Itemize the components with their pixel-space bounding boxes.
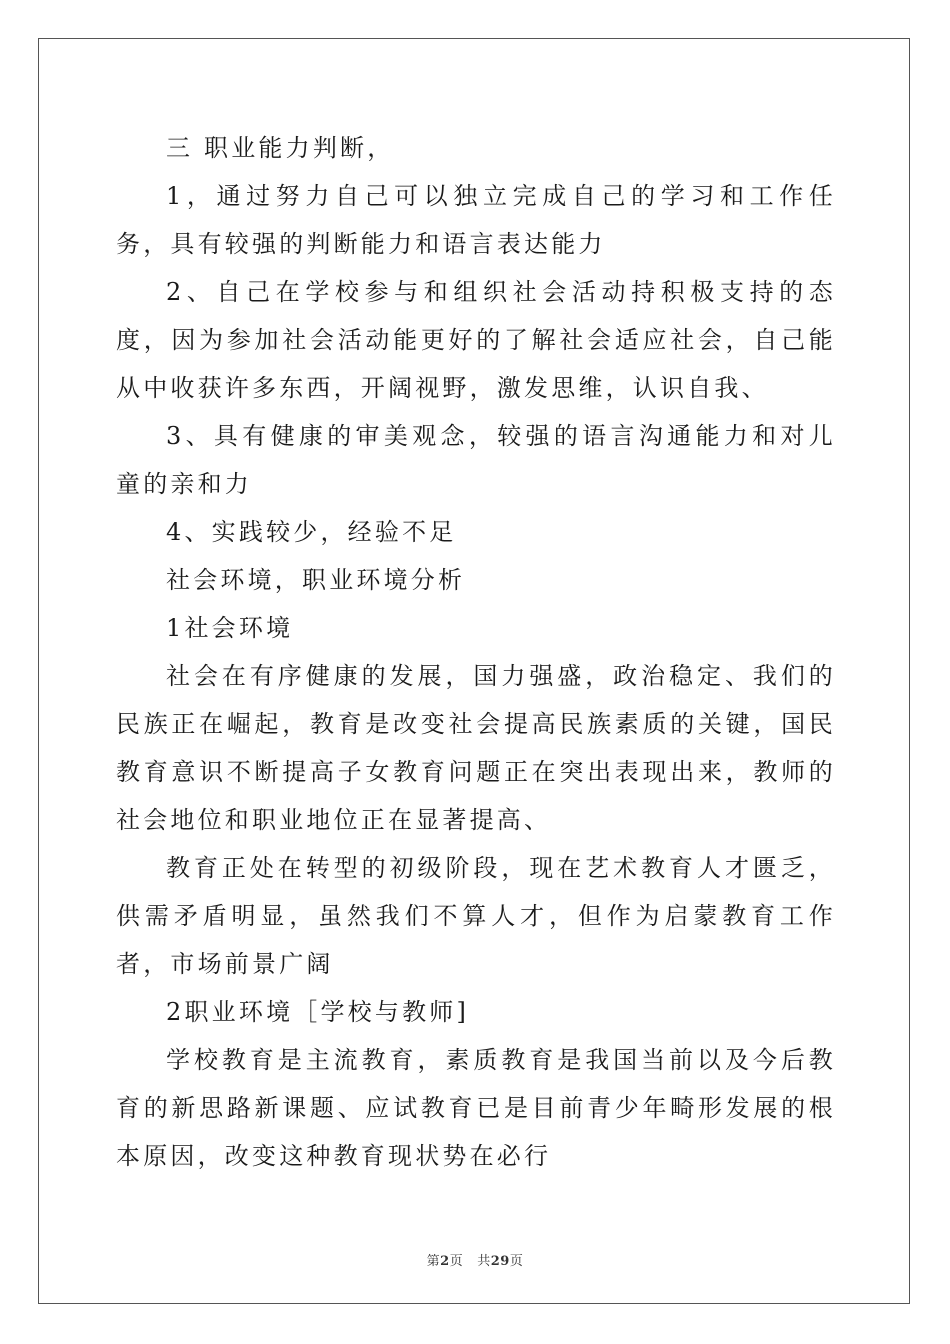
page-prefix: 第 (426, 1254, 441, 1269)
page-suffix: 页 (449, 1254, 464, 1269)
document-body (116, 124, 836, 1180)
page-number: 2 (440, 1254, 450, 1269)
subsection-heading: 1社会环境 (166, 614, 294, 642)
paragraph: 三 职业能力判断， (166, 134, 395, 162)
paragraph: 学校教育是主流教育，素质教育是我国当前以及今后教育的新思路新课题、应试教育已是目前青少年畸形发展的根本原因，改变这种教育现状势在必行 (116, 1046, 836, 1170)
subsection-heading: 2职业环境［学校与教师] (166, 998, 470, 1026)
paragraph: 1，通过努力自己可以独立完成自己的学习和工作任务，具有较强的判断能力和语言表达能力 (116, 182, 836, 258)
paragraph: 4、实践较少，经验不足 (166, 518, 457, 546)
paragraph: 社会在有序健康的发展，国力强盛，政治稳定、我们的民族正在崛起，教育是改变社会提高民族素质的关键，国民教育意识不断提高子女教育问题正在突出表现出来，教师的社会地位和职业地位正在显著提高、 (116, 662, 836, 834)
paragraph: 2、自己在学校参与和组织社会活动持积极支持的态度，因为参加社会活动能更好的了解社会适应社会，自己能从中收获许多东西，开阔视野，激发思维，认识自我、 (116, 278, 836, 402)
section-heading: 社会环境，职业环境分析 (166, 566, 466, 594)
total-pages: 29 (490, 1254, 510, 1269)
paragraph: 教育正处在转型的初级阶段，现在艺术教育人才匮乏，供需矛盾明显，虽然我们不算人才，但作为启蒙教育工作者，市场前景广阔 (116, 854, 836, 978)
paragraph: 3、具有健康的审美观念，较强的语言沟通能力和对儿童的亲和力 (116, 422, 836, 498)
total-suffix: 页 (509, 1254, 524, 1269)
page-footer (0, 1250, 950, 1269)
total-prefix: 共 (477, 1254, 491, 1269)
